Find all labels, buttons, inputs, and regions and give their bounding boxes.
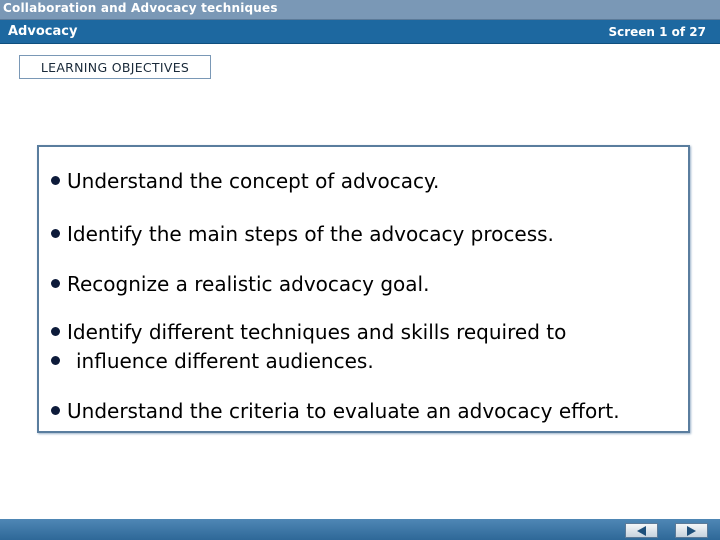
bullet-icon <box>51 356 60 365</box>
objective-item <box>51 272 429 296</box>
objectives-panel <box>37 145 690 433</box>
objective-item <box>51 222 554 246</box>
objective-text: Identify different techniques and skills required to <box>67 320 567 344</box>
footer-bar <box>0 519 720 540</box>
bullet-icon <box>51 279 60 288</box>
objectives-list <box>39 147 688 431</box>
objective-text: Identify the main steps of the advocacy process. <box>67 222 554 246</box>
objective-text: Understand the concept of advocacy. <box>67 169 440 193</box>
next-screen-button[interactable] <box>675 523 708 538</box>
objective-item <box>51 320 566 344</box>
bullet-icon <box>51 406 60 415</box>
screen-counter: Screen 1 of 27 <box>608 25 706 39</box>
objective-text: influence different audiences. <box>76 349 374 373</box>
section-label: LEARNING OBJECTIVES <box>19 55 211 79</box>
module-title-bar <box>0 20 720 44</box>
course-title-bar <box>0 0 720 20</box>
bullet-icon <box>51 176 60 185</box>
objective-item-continuation <box>51 349 374 373</box>
module-title: Advocacy <box>8 24 78 39</box>
objective-text: Recognize a realistic advocacy goal. <box>67 272 430 296</box>
course-title: Collaboration and Advocacy techniques <box>3 1 278 15</box>
triangle-left-icon <box>637 526 646 536</box>
objective-item <box>51 169 439 193</box>
objective-text: Understand the criteria to evaluate an advocacy effort. <box>67 399 620 423</box>
objective-item <box>51 399 620 423</box>
bullet-icon <box>51 229 60 238</box>
triangle-right-icon <box>687 526 696 536</box>
bullet-icon <box>51 327 60 336</box>
previous-screen-button[interactable] <box>625 523 658 538</box>
